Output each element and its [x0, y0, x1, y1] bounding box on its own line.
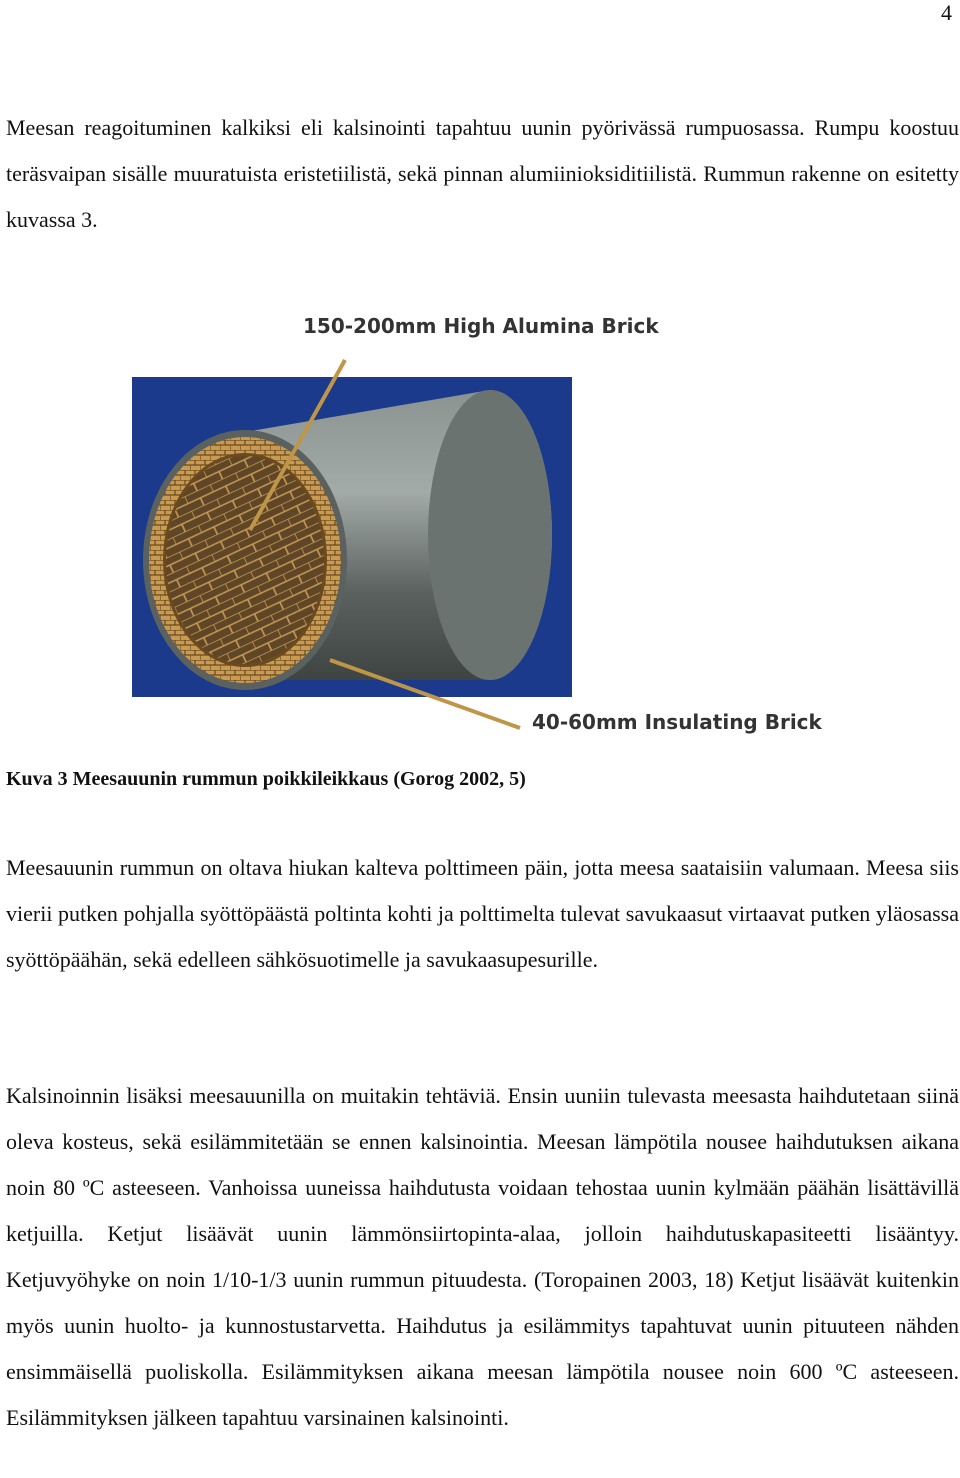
figure-caption: Kuva 3 Meesauunin rummun poikkileikkaus (Gorog 2002, 5)	[6, 768, 526, 790]
paragraph-kiln-tasks: Kalsinoinnin lisäksi meesauunilla on muitakin tehtäviä. Ensin uuniin tulevasta meesasta haihdutetaan siinä oleva kosteus, sekä esilämmitetään se ennen kalsinointia. Meesan lämpötila nousee haihdutuksen aikana noin 80 ºC asteeseen. Vanhoissa uuneissa haihdutusta voidaan tehostaa uunin kylmään päähän lisättävillä ketjuilla. Ketjut lisäävät uunin lämmönsiirtopinta-alaa, jolloin haihdutuskapasiteetti lisääntyy. Ketjuvyöhyke on noin 1/10-1/3 uunin rummun pituudesta. (Toropainen 2003, 18) Ketjut lisäävät kuitenkin myös uunin huolto- ja kunnostustarvetta. Haihdutus ja esilämmitys tapahtuvat uunin pituuteen nähden ensimmäisellä puoliskolla. Esilämmityksen aikana meesan lämpötila nousee noin 600 ºC asteeseen. Esilämmityksen jälkeen tapahtuu varsinainen kalsinointi.	[6, 1083, 959, 1430]
label-high-alumina-brick: 150-200mm High Alumina Brick	[303, 314, 659, 338]
inner-alumina-brick-core	[166, 456, 324, 664]
page-number: 4	[941, 0, 952, 25]
label-insulating-brick: 40-60mm Insulating Brick	[532, 710, 822, 734]
paragraph-intro: Meesan reagoituminen kalkiksi eli kalsinointi tapahtuu uunin pyörivässä rumpuosassa. Rumpu koostuu teräsvaipan sisälle muuratuista eristetiilistä, sekä pinnan alumiinioksiditiilistä. Rummun rakenne on esitetty kuvassa 3.	[6, 115, 959, 232]
paragraph-kiln-slope: Meesauunin rummun on oltava hiukan kalteva polttimeen päin, jotta meesa saataisiin valumaan. Meesa siis vierii putken pohjalla syöttöpäästä poltinta kohti ja polttimelta tulevat savukaasut virtaavat putken yläosassa syöttöpäähän, sekä edelleen sähkösuotimelle ja savukaasupesurille.	[6, 855, 959, 972]
kiln-cross-section-figure	[0, 300, 960, 750]
kiln-far-end	[428, 390, 552, 680]
